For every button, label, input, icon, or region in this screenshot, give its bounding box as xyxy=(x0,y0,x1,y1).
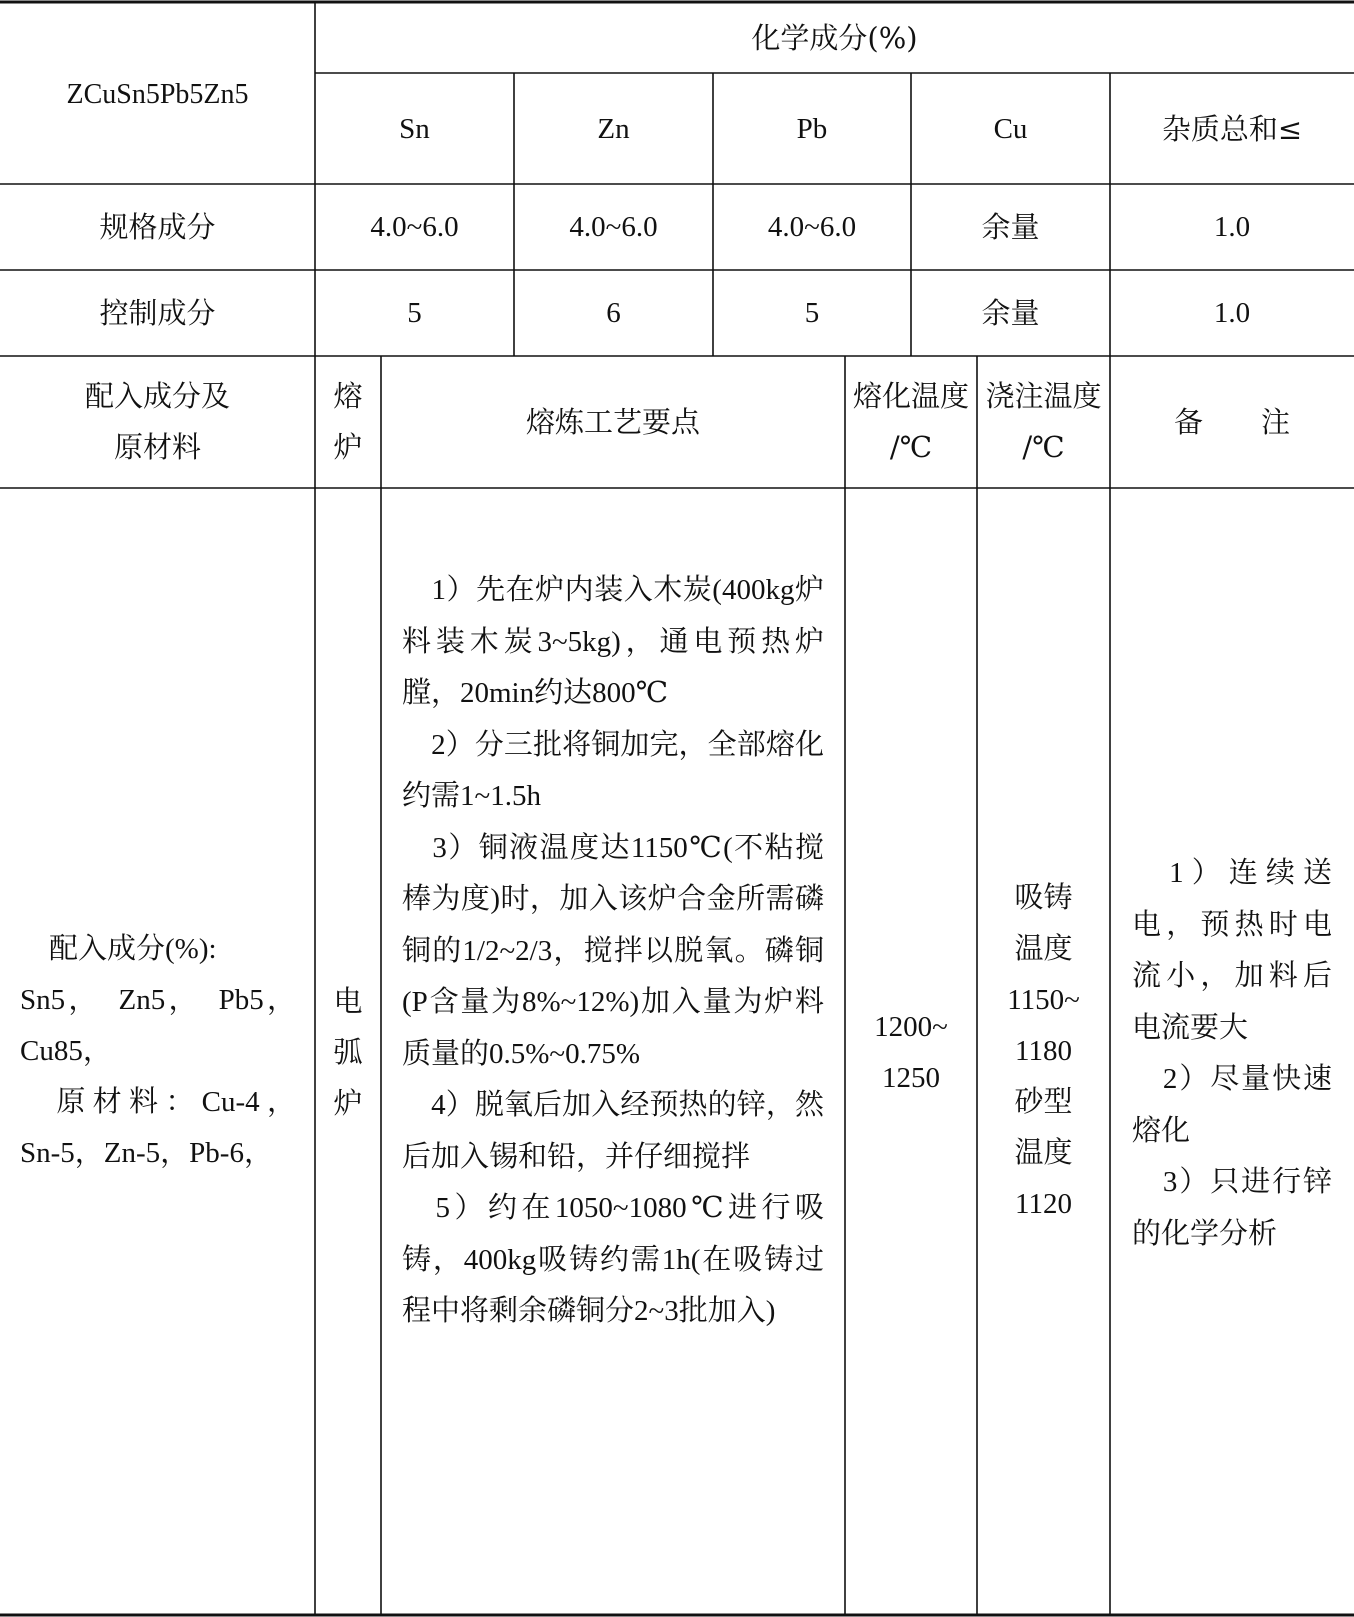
process-steps xyxy=(402,565,824,1338)
control-impurity: 1.0 xyxy=(1213,297,1251,329)
pour-temp-line: 吸铸 xyxy=(1014,882,1073,914)
row-label-spec: 规格成分 xyxy=(99,210,216,244)
header-furnace xyxy=(315,356,381,488)
header-pour-temp xyxy=(977,356,1110,488)
materials-line: 配入成分(%): xyxy=(20,933,217,965)
melt-temp-line: 1250 xyxy=(882,1062,940,1094)
header-melt-temp-line1: 熔化温度 xyxy=(852,379,969,413)
process-step: 5）约在1050~1080℃进行吸铸，400kg吸铸约需1h(在吸铸过程中将剩余磷铜分2~3批加入) xyxy=(402,1192,824,1327)
header-materials xyxy=(0,356,315,488)
materials-line: Sn-5，Zn-5，Pb-6， xyxy=(20,1137,273,1169)
pour-temp-line: 1150~ xyxy=(1007,984,1080,1016)
header-impurity: 杂质总和≤ xyxy=(1161,111,1303,146)
remark-item: 2）尽量快速熔化 xyxy=(1132,1063,1332,1147)
header-pb: Pb xyxy=(796,112,828,145)
pour-temp-line: 温度 xyxy=(1014,1137,1073,1169)
furnace-char: 电 xyxy=(333,984,363,1018)
furnace-char: 弧 xyxy=(333,1035,363,1069)
remarks-text xyxy=(1132,848,1332,1260)
control-sn: 5 xyxy=(407,297,422,329)
materials-line: Sn5， Zn5， Pb5， xyxy=(20,984,296,1016)
pour-temperature xyxy=(977,873,1110,1230)
pour-temp-line: 温度 xyxy=(1014,933,1073,965)
header-process-points: 熔炼工艺要点 xyxy=(525,405,700,439)
header-melt-temp xyxy=(845,356,977,488)
process-step: 4）脱氧后加入经预热的锌，然后加入锡和铅，并仔细搅拌 xyxy=(402,1089,824,1173)
header-furnace-line1: 熔 xyxy=(333,379,363,413)
row-label-control: 控制成分 xyxy=(99,296,216,330)
header-furnace-line2: 炉 xyxy=(333,430,363,464)
materials-text xyxy=(20,924,296,1179)
header-pour-temp-line2: /℃ xyxy=(1022,430,1065,464)
header-melt-temp-line2: /℃ xyxy=(889,430,933,464)
remark-item: 1）连续送电，预热时电流小，加料后电流要大 xyxy=(1132,857,1332,1044)
header-pour-temp-line1: 浇注温度 xyxy=(985,379,1102,413)
process-step: 3）铜液温度达1150℃(不粘搅棒为度)时，加入该炉合金所需磷铜的1/2~2/3，搅拌以脱氧。磷铜(P含量为8%~12%)加入量为炉料质量的0.5%~0.75% xyxy=(402,831,824,1070)
furnace-char: 炉 xyxy=(333,1086,363,1120)
pour-temp-line: 1120 xyxy=(1015,1188,1072,1220)
furnace-type xyxy=(315,976,381,1132)
control-cu: 余量 xyxy=(981,296,1040,330)
control-zn: 6 xyxy=(606,297,621,329)
header-sn: Sn xyxy=(399,112,430,145)
spec-impurity: 1.0 xyxy=(1213,211,1251,243)
spec-zn: 4.0~6.0 xyxy=(569,211,658,243)
remark-item: 3）只进行锌的化学分析 xyxy=(1132,1166,1332,1250)
spec-pb: 4.0~6.0 xyxy=(767,211,857,243)
pour-temp-line: 1180 xyxy=(1015,1035,1072,1067)
process-step: 2）分三批将铜加完，全部熔化约需1~1.5h xyxy=(402,728,824,812)
header-materials-line2: 原材料 xyxy=(113,430,201,464)
materials-line: Cu85， xyxy=(20,1035,112,1067)
melt-temp-line: 1200~ xyxy=(874,1011,948,1043)
header-remarks: 备 注 xyxy=(1173,405,1290,439)
control-pb: 5 xyxy=(804,297,820,329)
materials-line: 原材料：Cu-4， xyxy=(20,1086,296,1118)
header-materials-line1: 配入成分及 xyxy=(84,379,230,413)
header-zn: Zn xyxy=(597,112,630,145)
melt-temperature xyxy=(845,1002,977,1104)
pour-temp-line: 砂型 xyxy=(1014,1086,1073,1118)
alloy-grade: ZCuSn5Pb5Zn5 xyxy=(66,79,249,110)
spec-cu: 余量 xyxy=(981,210,1040,244)
header-cu: Cu xyxy=(993,112,1028,145)
spec-sn: 4.0~6.0 xyxy=(370,211,459,243)
composition-title: 化学成分(%) xyxy=(751,20,918,55)
process-step: 1）先在炉内装入木炭(400kg炉料装木炭3~5kg)，通电预热炉膛，20min约达800℃ xyxy=(402,574,824,709)
